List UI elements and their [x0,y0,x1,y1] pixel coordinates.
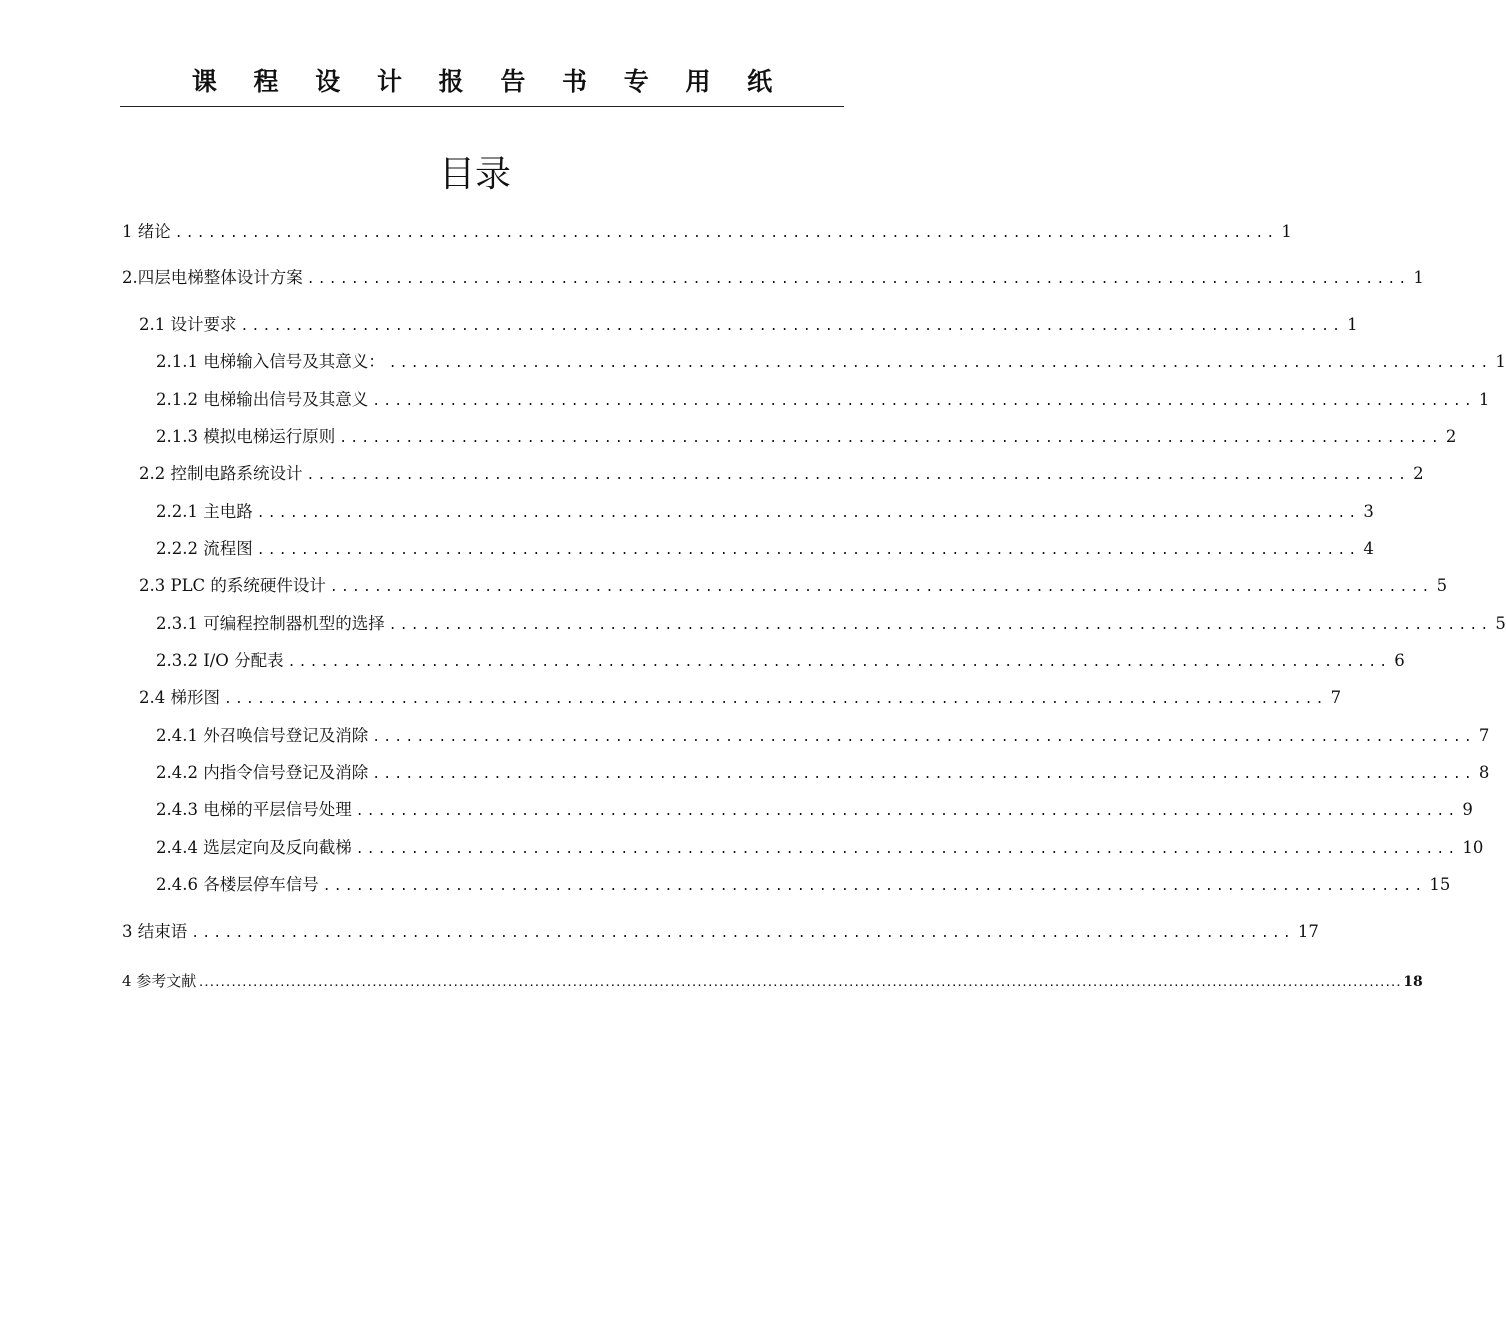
toc-entry-page: 6 [1394,651,1405,670]
toc-leader-dots: .................................................................................................... [339,431,1442,446]
toc-entry-label: 2.3.1 可编程控制器机型的选择 [156,614,385,633]
toc-entry[interactable] [156,427,1457,447]
toc-leader-dots: .............................................................................................................................................................................................................................. [198,979,1402,989]
toc-entry-page: 17 [1297,922,1319,941]
toc-entry-label: 2.4.1 外召唤信号登记及消除 [156,726,369,745]
toc-entry-label: 2.4.6 各楼层停车信号 [156,875,319,894]
toc-leader-dots: .................................................................................................... [240,319,1344,334]
toc-leader-dots: .................................................................................................... [372,730,1475,745]
toc-leader-dots: .................................................................................................... [355,842,1459,857]
toc-entry-page: 9 [1462,800,1473,819]
toc-entry[interactable] [156,726,1490,746]
toc-entry-label: 2.4.3 电梯的平层信号处理 [156,800,352,819]
toc-leader-dots: .................................................................................................... [306,468,1410,483]
toc-entry-label: 2.2.2 流程图 [156,539,253,558]
toc-entry-page: 1 [1478,390,1490,409]
toc-entry-label: 2.3.2 I/O 分配表 [156,651,284,670]
toc-entry-page: 5 [1436,576,1448,595]
toc-leader-dots: .................................................................................................... [174,226,1278,241]
toc-entry[interactable] [156,651,1405,671]
toc-entry-page: 10 [1462,838,1484,857]
toc-entry[interactable] [156,614,1506,634]
toc-entry[interactable] [122,222,1292,242]
toc-entry-label: 2.4 梯形图 [139,688,220,707]
toc-entry-label: 2.2 控制电路系统设计 [139,464,303,483]
toc-entry-page: 4 [1363,539,1374,558]
toc-entry[interactable] [139,688,1342,708]
toc-leader-dots: .................................................................................................... [329,580,1433,595]
toc-leader-dots: .................................................................................................... [191,926,1294,941]
toc-entry-label: 2.1.1 电梯输入信号及其意义： [156,352,385,371]
page-header: 课 程 设 计 报 告 书 专 用 纸 [191,67,787,96]
toc-entry-label: 2.3 PLC 的系统硬件设计 [139,576,326,595]
toc-leader-dots: .................................................................................................... [372,394,1475,409]
toc-entry-page: 1 [1347,315,1358,334]
toc-entry-page: 18 [1403,974,1423,990]
toc-entry-page: 1 [1495,352,1506,371]
toc-entry-label: 2.1.2 电梯输出信号及其意义 [156,390,369,409]
toc-entry-page: 2 [1445,427,1457,446]
toc-entry-label: 2.2.1 主电路 [156,502,253,521]
toc-title: 目录 [438,154,511,195]
toc-entry[interactable] [156,390,1490,410]
toc-entry-label: 2.4.2 内指令信号登记及消除 [156,763,369,782]
toc-entry-label: 2.4.4 选层定向及反向截梯 [156,838,352,857]
toc-entry[interactable] [156,352,1506,372]
toc-entry-page: 1 [1281,222,1292,241]
toc-entry-label: 2.1 设计要求 [139,315,237,334]
toc-entry-page: 2 [1413,464,1424,483]
toc-leader-dots: .................................................................................................... [306,272,1410,287]
toc-entry-page: 5 [1495,614,1506,633]
toc-entry[interactable] [156,502,1374,522]
header-divider [120,106,844,107]
toc-leader-dots: .................................................................................................... [388,618,1492,633]
toc-entry-page: 1 [1413,268,1424,287]
toc-entry[interactable] [156,763,1490,783]
toc-entry-page: 7 [1478,726,1490,745]
toc-entry[interactable] [156,838,1484,858]
toc-leader-dots: .................................................................................................... [287,655,1391,670]
toc-leader-dots: .................................................................................................... [372,767,1475,782]
toc-entry-label: 2.1.3 模拟电梯运行原则 [156,427,336,446]
toc-entry-label: 2.四层电梯整体设计方案 [122,268,303,287]
toc-entry[interactable] [139,464,1424,484]
toc-leader-dots: .................................................................................................... [322,879,1426,894]
toc-leader-dots: .................................................................................................... [256,506,1360,521]
toc-entry[interactable] [156,539,1374,559]
toc-entry[interactable] [122,268,1424,288]
toc-entry-page: 15 [1429,875,1451,894]
toc-entry[interactable] [122,922,1319,942]
toc-entry[interactable] [139,315,1358,335]
toc-entry-label: 1 绪论 [122,222,171,241]
toc-entry[interactable] [156,800,1473,820]
toc-entry-label: 4 参考文献 [122,972,197,990]
toc-leader-dots: .................................................................................................... [256,543,1360,558]
toc-leader-dots: .................................................................................................... [224,692,1327,707]
toc-entry-page: 3 [1363,502,1374,521]
toc-entry[interactable] [122,971,1423,991]
toc-entry-page: 8 [1478,763,1490,782]
toc-entry-label: 3 结束语 [122,922,188,941]
toc-entry-page: 7 [1330,688,1342,707]
toc-leader-dots: .................................................................................................... [355,804,1459,819]
toc-entry[interactable] [156,875,1451,895]
toc-leader-dots: .................................................................................................... [388,356,1492,371]
toc-entry[interactable] [139,576,1448,596]
